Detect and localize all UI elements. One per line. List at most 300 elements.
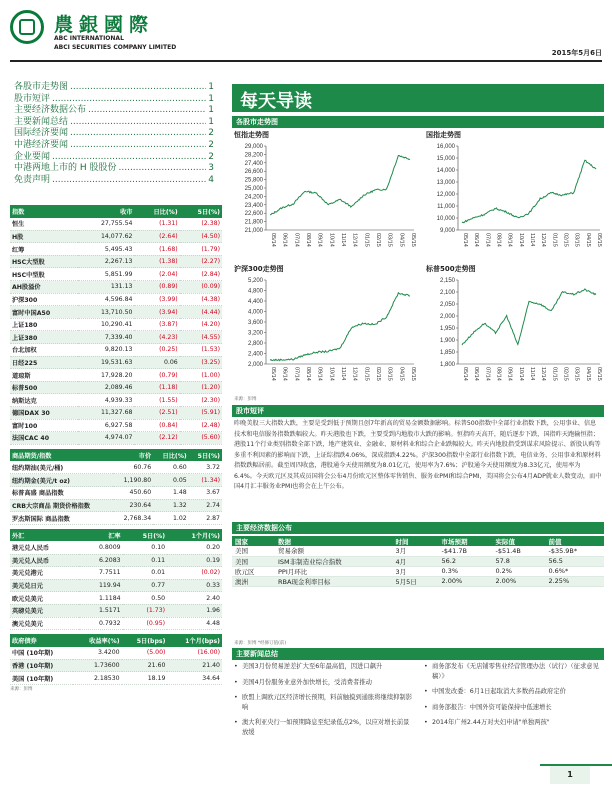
table-cell: 21.60	[122, 659, 168, 672]
table-cell: 4,974.07	[78, 432, 135, 445]
x-tick-label: 09/14	[316, 233, 323, 247]
table-cell: (1.73)	[123, 604, 167, 617]
y-tick-label: 22,600	[244, 211, 263, 218]
fx-table	[10, 529, 222, 630]
x-tick-label: 02/15	[562, 233, 569, 247]
table-cell: 4,939.33	[78, 394, 135, 407]
table-cell: 17,928.20	[78, 369, 135, 382]
table-cell: 美国 (10年期)	[10, 672, 73, 685]
toc-item[interactable]: 免责声明 ..... 4	[14, 175, 214, 187]
table-cell: 澳洲	[232, 576, 275, 586]
table-cell: 2.00%	[492, 576, 545, 586]
table-cell: (0.09)	[180, 281, 222, 294]
table-cell: -$41.7B	[439, 546, 493, 556]
y-tick-label: 11,000	[437, 204, 455, 210]
table-cell: 2.18530	[73, 672, 121, 685]
table-cell: 7,339.40	[78, 331, 135, 344]
index-row	[10, 394, 222, 407]
x-tick-label: 03/15	[573, 233, 580, 247]
chart-title-sp500: 标普500走势图	[426, 265, 476, 273]
table-cell: (4.38)	[180, 293, 222, 306]
table-cell: (0.84)	[134, 419, 179, 432]
table-cell: (0.25)	[134, 344, 179, 357]
table-cell: (4.55)	[180, 331, 222, 344]
table-cell: (5.00)	[122, 647, 168, 660]
index-row	[10, 230, 222, 243]
table-cell: 0.20	[167, 541, 222, 554]
index-row	[10, 293, 222, 306]
y-tick-label: 27,400	[244, 160, 263, 167]
toc-item[interactable]: 股市短评 ..... 1	[14, 94, 214, 106]
table-cell: (1.68)	[134, 243, 179, 256]
table-cell: 道琼斯	[10, 369, 78, 382]
charts-grid	[232, 128, 604, 398]
table-cell: 3.67	[189, 487, 222, 500]
hscei-chart	[424, 142, 604, 260]
page-number: 1	[550, 766, 590, 784]
x-tick-label: 05/14	[462, 233, 468, 247]
table-cell: 1.5171	[79, 604, 122, 617]
x-tick-label: 03/15	[386, 367, 393, 381]
table-header-cell: 商品期货/指数	[10, 449, 113, 462]
econ-row	[232, 566, 604, 576]
index-row	[10, 281, 222, 294]
table-cell: 3.4200	[73, 647, 121, 660]
y-tick-label: 2,800	[247, 341, 263, 347]
x-tick-label: 10/14	[517, 233, 524, 247]
table-cell: HSC中型股	[10, 268, 78, 281]
x-tick-label: 06/14	[473, 367, 480, 381]
x-tick-label: 02/15	[562, 367, 569, 381]
x-tick-label: 01/15	[363, 233, 370, 247]
table-cell: (2.64)	[134, 230, 179, 243]
table-cell: (0.79)	[134, 369, 179, 382]
x-tick-label: 08/14	[305, 367, 311, 381]
table-cell: 贸易余额	[275, 546, 392, 556]
y-tick-label: 26,600	[244, 169, 263, 176]
table-cell: (2.51)	[134, 407, 179, 420]
index-row	[10, 218, 222, 231]
x-tick-label: 12/14	[540, 367, 547, 381]
table-cell: 0.3%	[439, 566, 493, 576]
table-header-cell: 日比(%)	[134, 205, 179, 218]
table-header-cell: 指数	[10, 205, 78, 218]
toc-item[interactable]: 各股市走势图 ..... 1	[14, 82, 214, 94]
x-tick-label: 12/14	[351, 233, 358, 247]
x-tick-label: 05/15	[596, 233, 602, 247]
table-cell: (1.55)	[134, 394, 179, 407]
y-tick-label: 21,800	[244, 219, 263, 226]
commodity-row	[10, 512, 222, 525]
table-header-cell: 1个月(bps)	[167, 634, 222, 647]
econ-data-block	[232, 536, 604, 587]
y-tick-label: 14,000	[436, 168, 455, 174]
table-cell: 美元兑人民币	[10, 554, 79, 567]
report-date: 2015年5月6日	[551, 49, 602, 57]
fx-row	[10, 579, 222, 592]
news-brief-header: 股市短评	[232, 405, 604, 417]
x-tick-label: 05/15	[410, 367, 416, 381]
toc-item[interactable]: 企业要闻 ..... 2	[14, 152, 214, 164]
table-cell: 13,710.50	[78, 306, 135, 319]
table-cell: (4.44)	[180, 306, 222, 319]
toc-item[interactable]: 中港经济要闻 ..... 2	[14, 140, 214, 152]
y-tick-label: 2,100	[439, 290, 455, 296]
index-table	[10, 205, 222, 445]
index-row	[10, 381, 222, 394]
table-cell: (0.95)	[123, 617, 167, 630]
y-tick-label: 29,000	[244, 144, 263, 150]
table-cell: 罗杰斯国际 商品指数	[10, 512, 113, 525]
econ-source: 来源：彭博 *经修订值(前)	[234, 641, 287, 646]
news-summary-item: • 商务部报告：中国外资可能保持中低速增长	[424, 703, 604, 713]
x-tick-label: 08/14	[495, 233, 502, 247]
x-tick-label: 05/14	[270, 233, 276, 247]
y-tick-label: 25,800	[244, 177, 263, 184]
table-cell: RBA现金利率目标	[275, 576, 392, 586]
x-tick-label: 07/14	[293, 233, 300, 247]
table-cell: 标普500	[10, 381, 78, 394]
table-cell: 1.48	[153, 487, 189, 500]
x-tick-label: 12/14	[351, 367, 358, 381]
table-cell: 60.76	[113, 461, 153, 474]
table-cell: (1.18)	[134, 381, 179, 394]
index-row	[10, 331, 222, 344]
table-cell: 红筹	[10, 243, 78, 256]
table-cell: (0.02)	[167, 567, 222, 580]
y-tick-label: 13,000	[436, 180, 455, 186]
table-cell: 富时中国A50	[10, 306, 78, 319]
index-row	[10, 243, 222, 256]
table-cell: 纳斯达克	[10, 394, 78, 407]
table-cell: (1.20)	[180, 381, 222, 394]
series-line	[462, 160, 596, 222]
table-cell: (2.84)	[180, 268, 222, 281]
table-cell: (4.50)	[180, 230, 222, 243]
index-row	[10, 407, 222, 420]
x-tick-label: 04/15	[398, 233, 405, 247]
table-header-cell: 5日(%)	[123, 529, 167, 542]
news-summary-item: • 中国发改委：6月1日起取消大多数药品政府定价	[424, 687, 604, 697]
table-cell: 德国DAX 30	[10, 407, 78, 420]
table-header-cell: 政府债券	[10, 634, 73, 647]
x-tick-label: 07/14	[484, 233, 491, 247]
table-cell: (2.12)	[134, 432, 179, 445]
x-tick-label: 09/14	[316, 367, 323, 381]
econ-data-header: 主要经济数据公布	[232, 522, 604, 534]
table-cell: 纽约期油(美元/桶)	[10, 461, 113, 474]
table-cell: 2.25%	[545, 576, 604, 586]
x-tick-label: 11/14	[340, 367, 346, 381]
table-cell: 27,755.54	[78, 218, 135, 231]
news-summary-item: • 商务部发布《无店铺零售业经营管理办法（试行）（征求意见稿）》	[424, 662, 604, 681]
table-cell: 21.40	[167, 659, 222, 672]
table-cell: CRB大宗商品 期货价格指数	[10, 499, 113, 512]
table-cell: 0.6%*	[545, 566, 604, 576]
index-row	[10, 419, 222, 432]
table-cell: (2.48)	[180, 419, 222, 432]
x-tick-label: 05/15	[410, 233, 416, 247]
x-tick-label: 07/14	[293, 367, 300, 381]
y-tick-label: 10,000	[436, 216, 455, 222]
y-tick-label: 25,000	[244, 186, 263, 192]
table-cell: 2.87	[189, 512, 222, 525]
news-summary-item: • 2014年广州2.44万对夫妇申请"单独两孩"	[424, 718, 604, 728]
x-tick-label: 04/15	[584, 367, 591, 381]
y-tick-label: 3,600	[247, 320, 263, 326]
table-cell: 19,531.63	[78, 356, 135, 369]
table-cell: 1.73600	[73, 659, 121, 672]
y-tick-label: 4,400	[247, 299, 263, 305]
y-tick-label: 4,000	[247, 309, 263, 316]
table-cell: 纽约期金(美元/t oz)	[10, 474, 113, 487]
table-cell: 澳元兑美元	[10, 617, 79, 630]
index-row	[10, 432, 222, 445]
econ-table	[232, 536, 604, 587]
table-cell: 富时100	[10, 419, 78, 432]
table-cell: 10,290.41	[78, 318, 135, 331]
fx-row	[10, 541, 222, 554]
table-header-cell: 市价	[113, 449, 153, 462]
table-cell: 美元兑日元	[10, 579, 79, 592]
summary-left-column	[234, 662, 414, 743]
x-tick-label: 03/15	[573, 367, 580, 381]
table-cell: 4,596.84	[78, 293, 135, 306]
table-cell: 450.60	[113, 487, 153, 500]
table-cell: 上证180	[10, 318, 78, 331]
table-cell: 欧元区	[232, 566, 275, 576]
table-header-cell: 日比(%)	[153, 449, 189, 462]
table-cell: 2.74	[189, 499, 222, 512]
table-cell: (1.79)	[180, 243, 222, 256]
y-tick-label: 28,200	[244, 152, 263, 159]
news-brief-text: 昨晚美股三大指数大跌，主要是受到低于预期且创7年新高的贸易金额数据影响。标普500指数中全部行业指数下跌，公用事业、信息技术和电信服务指数跌幅较大。昨天港股也下跌，主要受到内地股市大跌的影响。恒指昨天高开，随后逐步下跌，国指昨天跑输恒指；港股11个行业类别指数全部下跌，地产建筑业、金融业、原材料业和综合企业跌幅较大。昨天内地股指受到谋求风险提示、新股认购等多重不利因素的影响而下跌，上证综指跌4.06%，深成指跌4.22%。沪深300指数中全部行业指数下跌，电信业务、公用事业和原材料指数跌幅居前。截至周四收盘，港股通今天使用额度为8.01亿元，使用率为7.6%；沪股通今天使用额度为8.33亿元，使用率为6.4%。今天欧元区及其成员国将会公布4月份欧元区整体零售销售、服务业PMI和综合PMI，美国将会公布4月ADP就业人数变动，而中国4月汇丰服务业PMI也将会在上午公布。	[234, 420, 602, 490]
table-cell: 0.10	[123, 541, 167, 554]
y-tick-label: 16,000	[436, 144, 455, 150]
table-cell: 中国 (10年期)	[10, 647, 73, 660]
table-cell: 恒生	[10, 218, 78, 231]
table-cell: (3.25)	[180, 356, 222, 369]
y-tick-label: 1,800	[439, 362, 455, 368]
hsi-chart	[232, 142, 418, 260]
table-cell: H股	[10, 230, 78, 243]
charts-section-header: 各股市走势图	[232, 116, 604, 128]
table-cell: 2.40	[167, 592, 222, 605]
news-summary-item: • 欧盟上调欧元区经济增长预期，料前触摸到通胀将继续抑制影响	[234, 693, 414, 712]
table-cell: 2,089.46	[78, 381, 135, 394]
x-tick-label: 04/15	[398, 367, 405, 381]
bond-row	[10, 672, 222, 685]
table-cell: (2.38)	[180, 218, 222, 231]
table-cell: 0.05	[153, 474, 189, 487]
y-tick-label: 1,850	[439, 350, 455, 356]
table-cell: 沪深300	[10, 293, 78, 306]
x-tick-label: 10/14	[328, 233, 335, 247]
table-cell: (2.04)	[134, 268, 179, 281]
x-tick-label: 04/15	[584, 233, 591, 247]
x-tick-label: 06/14	[281, 367, 288, 381]
commodity-row	[10, 499, 222, 512]
x-tick-label: 08/14	[305, 233, 311, 247]
table-header-cell: 汇率	[79, 529, 122, 542]
table-cell: 上证380	[10, 331, 78, 344]
x-tick-label: 06/14	[473, 233, 480, 247]
table-cell: 0.2%	[492, 566, 545, 576]
table-cell: (3.87)	[134, 318, 179, 331]
series-line	[270, 293, 410, 361]
table-cell: 14,077.62	[78, 230, 135, 243]
x-tick-label: 11/14	[529, 233, 535, 247]
x-tick-label: 10/14	[517, 367, 524, 381]
index-row	[10, 306, 222, 319]
chart-title-hsi: 恒指走势图	[234, 131, 269, 139]
table-of-contents	[14, 82, 214, 186]
bond-source: 来源：彭博	[10, 686, 33, 692]
table-cell: (4.23)	[134, 331, 179, 344]
y-tick-label: 2,000	[439, 314, 455, 320]
news-summary-item: • 美国3月份贸易逆差扩大至6年最高值，因进口飙升	[234, 662, 414, 672]
y-tick-label: 23,400	[244, 202, 263, 209]
table-header-cell: 数据	[275, 536, 392, 546]
table-cell: 5,495.43	[78, 243, 135, 256]
table-cell: (0.89)	[134, 281, 179, 294]
table-cell: 台北加权	[10, 344, 78, 357]
x-tick-label: 01/15	[363, 367, 370, 381]
table-cell: 230.64	[113, 499, 153, 512]
y-tick-label: 3,200	[247, 330, 263, 337]
x-tick-label: 01/15	[551, 367, 558, 381]
table-cell: ISM非制造业综合指数	[275, 556, 392, 566]
table-cell: 131.13	[78, 281, 135, 294]
table-cell: 0.11	[123, 554, 167, 567]
table-cell: 0.77	[123, 579, 167, 592]
table-cell: (2.27)	[180, 255, 222, 268]
fx-row	[10, 617, 222, 630]
y-tick-label: 1,900	[439, 338, 455, 344]
table-cell: PPI月环比	[275, 566, 392, 576]
table-cell: 美国	[232, 556, 275, 566]
table-cell: 2.00%	[439, 576, 493, 586]
fx-row	[10, 554, 222, 567]
x-tick-label: 11/14	[529, 367, 535, 381]
table-cell: 0.33	[167, 579, 222, 592]
y-tick-label: 2,400	[247, 351, 263, 358]
table-cell: 7.7511	[79, 567, 122, 580]
bond-table	[10, 634, 222, 685]
y-tick-label: 1,950	[439, 326, 455, 332]
table-cell: (3.99)	[134, 293, 179, 306]
index-row	[10, 369, 222, 382]
table-cell: -$51.4B	[492, 546, 545, 556]
x-tick-label: 07/14	[484, 367, 491, 381]
table-header-cell: 外汇	[10, 529, 79, 542]
table-cell: 0.7932	[79, 617, 122, 630]
table-cell: 1.02	[153, 512, 189, 525]
table-cell: (1.00)	[180, 369, 222, 382]
toc-item[interactable]: 主要经济数据公布 ..... 1	[14, 105, 214, 117]
logo-company-name: ABCI SECURITIES COMPANY LIMITED	[54, 44, 177, 51]
x-tick-label: 08/14	[495, 367, 502, 381]
table-cell: 英磅兑美元	[10, 604, 79, 617]
x-tick-label: 01/15	[551, 233, 558, 247]
table-cell: 0.19	[167, 554, 222, 567]
chart-title-hscei: 国指走势图	[426, 131, 461, 139]
news-summary-item: • 澳大利亚央行一如预期降息至纪录低点2%，以应对增长前景放缓	[234, 718, 414, 737]
table-cell: 119.94	[79, 579, 122, 592]
y-tick-label: 15,000	[436, 156, 455, 162]
left-market-tables	[10, 205, 222, 692]
chart-title-csi300: 沪深300走势图	[234, 265, 284, 273]
x-tick-label: 11/14	[340, 233, 346, 247]
series-line	[462, 289, 596, 345]
index-row	[10, 268, 222, 281]
x-tick-label: 06/14	[281, 233, 288, 247]
table-cell: 3月	[392, 566, 438, 576]
table-cell: 18.19	[122, 672, 168, 685]
table-cell: 法国CAC 40	[10, 432, 78, 445]
abc-logo-icon	[10, 10, 44, 44]
table-cell: (3.94)	[134, 306, 179, 319]
x-tick-label: 02/15	[375, 367, 381, 381]
table-header-cell: 1个月(%)	[167, 529, 222, 542]
csi300-chart	[232, 276, 418, 394]
commodity-table	[10, 449, 222, 525]
table-cell: 0.60	[153, 461, 189, 474]
table-cell: 0.06	[134, 356, 179, 369]
table-cell: 1.96	[167, 604, 222, 617]
toc-item[interactable]: 国际经济要闻 ..... 2	[14, 128, 214, 140]
commodity-row	[10, 474, 222, 487]
table-header-cell: 5日(%)	[180, 205, 222, 218]
fx-row	[10, 567, 222, 580]
table-cell: 标普高盛 商品指数	[10, 487, 113, 500]
toc-item[interactable]: 主要新闻总结 ..... 1	[14, 117, 214, 129]
econ-row	[232, 556, 604, 566]
table-cell: 4月	[392, 556, 438, 566]
table-cell: 57.8	[492, 556, 545, 566]
news-summary-header: 主要新闻总结	[232, 648, 604, 660]
table-cell: 11,327.68	[78, 407, 135, 420]
news-summary-item: • 美国4月份服务业意外加快增长，受消费者推动	[234, 678, 414, 688]
x-tick-label: 05/14	[462, 367, 468, 381]
table-header-cell: 5日(bps)	[122, 634, 168, 647]
index-row	[10, 318, 222, 331]
table-cell: 5月5日	[392, 576, 438, 586]
y-tick-label: 5,200	[247, 278, 263, 284]
table-cell: (1.53)	[180, 344, 222, 357]
econ-row	[232, 546, 604, 556]
table-cell: 5,851.99	[78, 268, 135, 281]
y-tick-label: 9,000	[439, 228, 455, 234]
index-row	[10, 356, 222, 369]
series-line	[270, 156, 410, 215]
econ-row	[232, 576, 604, 586]
x-tick-label: 12/14	[540, 233, 547, 247]
table-cell: 9,820.13	[78, 344, 135, 357]
commodity-row	[10, 487, 222, 500]
table-cell: 欧元兑美元	[10, 592, 79, 605]
table-cell: (1.38)	[134, 255, 179, 268]
table-cell: 1.32	[153, 499, 189, 512]
x-tick-label: 10/14	[328, 367, 335, 381]
y-tick-label: 12,000	[436, 192, 455, 198]
toc-item[interactable]: 中港两地上市的 H 股股份 ..... 3	[14, 163, 214, 175]
table-cell: -$35.9B*	[545, 546, 604, 556]
table-cell: (1.34)	[189, 474, 222, 487]
chart-source: 来源：彭博	[234, 397, 257, 402]
table-cell: 1.1184	[79, 592, 122, 605]
bond-row	[10, 659, 222, 672]
